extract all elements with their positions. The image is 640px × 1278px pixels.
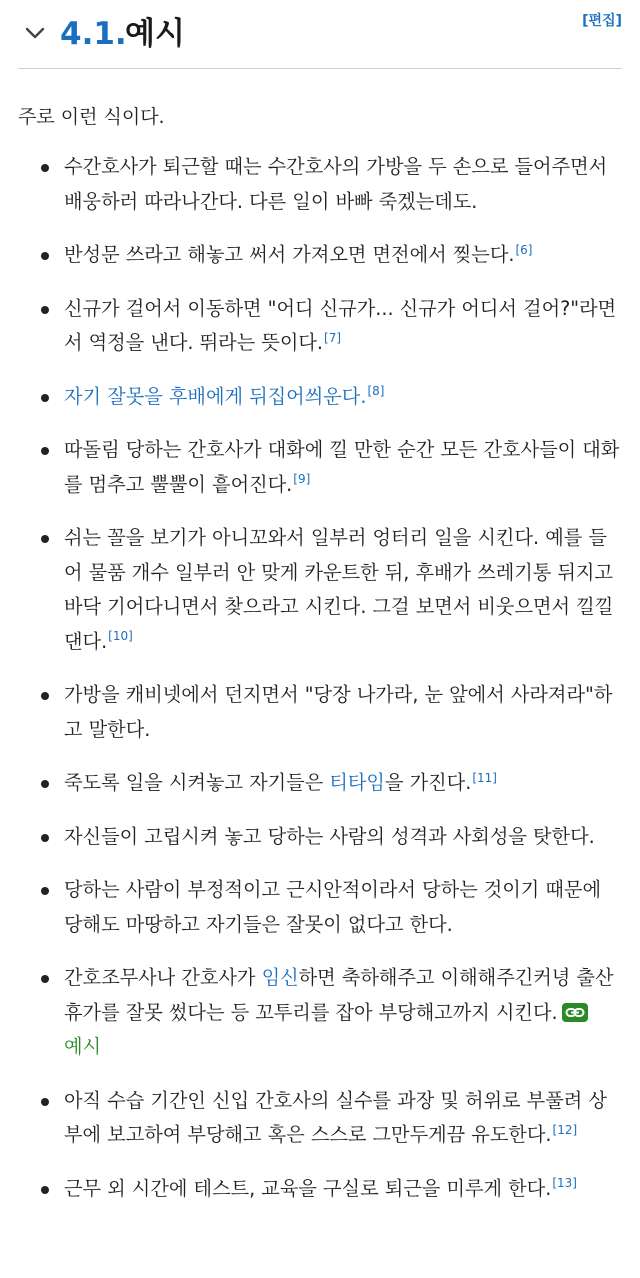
- item-link[interactable]: 자기 잘못을 후배에게 뒤집어씌운다.: [64, 384, 367, 408]
- item-link[interactable]: 임신: [261, 966, 299, 989]
- list-item: [0, 380, 640, 415]
- footnote-ref[interactable]: [13]: [552, 1176, 577, 1191]
- list-item: [0, 873, 640, 942]
- external-link-icon[interactable]: [562, 1003, 588, 1022]
- item-text: 아직 수습 기간인 신입 간호사의 실수를 과장 및 허위로 부풀려 상부에 보고하여 부당해고 혹은 스스로 그만두게끔 유도한다.: [64, 1088, 607, 1146]
- intro-text: 주로 이런 식이다.: [18, 106, 165, 128]
- footnote-ref[interactable]: [7]: [324, 330, 342, 345]
- item-text: 신규가 걸어서 이동하면 "어디 신규가... 신규가 어디서 걸어?"라면서 역정을 낸다. 뛰라는 뜻이다.: [64, 296, 617, 354]
- section-number[interactable]: 4.1.: [60, 16, 127, 52]
- footnote-ref[interactable]: [8]: [367, 384, 385, 399]
- divider: [18, 68, 622, 69]
- list-item: [0, 521, 640, 659]
- chevron-down-icon[interactable]: [24, 22, 46, 44]
- external-link-text[interactable]: 예시: [64, 1035, 102, 1058]
- item-text: 가방을 캐비넷에서 던지면서 "당장 나가라, 눈 앞에서 사라져라"하고 말한다.: [64, 683, 613, 741]
- edit-link[interactable]: [편집]: [582, 13, 622, 29]
- item-text: 쉬는 꼴을 보기가 아니꼬와서 일부러 엉터리 일을 시킨다. 예를 들어 물품 개수 일부러 안 맞게 카운트한 뒤, 후배가 쓰레기통 뒤지고 바닥 기어다니면서 찾으라고 시킨다. 그걸 보면서 비웃으면서 낄낄댄다.: [64, 526, 614, 653]
- list-item: [0, 678, 640, 747]
- list-item: [0, 961, 640, 1065]
- item-text-before: 죽도록 일을 시켜놓고 자기들은: [64, 771, 330, 794]
- list-item: [0, 238, 640, 273]
- footnote-ref[interactable]: [10]: [108, 629, 133, 644]
- item-text: 근무 외 시간에 테스트, 교육을 구실로 퇴근을 미루게 한다.: [64, 1176, 552, 1200]
- list-item: [0, 1084, 640, 1153]
- section-title: 예시: [125, 16, 185, 52]
- footnote-ref[interactable]: [11]: [472, 770, 497, 785]
- item-text: 수간호사가 퇴근할 때는 수간호사의 가방을 두 손으로 들어주면서 배웅하러 따라나간다. 다른 일이 바빠 죽겠는데도.: [64, 155, 608, 213]
- list-item: [0, 820, 640, 855]
- list-item: [0, 150, 640, 219]
- footnote-ref[interactable]: [12]: [552, 1122, 578, 1137]
- item-text-after: 하면 축하해주고 이해해주긴커녕 출산휴가를 잘못 썼다는 등 꼬투리를 잡아 부당해고까지 시킨다.: [64, 966, 614, 1024]
- list-item: [0, 292, 640, 361]
- list-item: [0, 766, 640, 801]
- footnote-ref[interactable]: [6]: [515, 242, 533, 257]
- item-text: 자신들이 고립시켜 놓고 당하는 사람의 성격과 사회성을 탓한다.: [64, 824, 595, 848]
- list-item: [0, 433, 640, 502]
- example-list: [0, 150, 640, 1225]
- item-text-after: 을 가진다.: [384, 771, 472, 794]
- item-text: 반성문 쓰라고 해놓고 써서 가져오면 면전에서 찢는다.: [64, 243, 515, 266]
- footnote-ref[interactable]: [9]: [293, 472, 311, 487]
- item-text-before: 간호조무사나 간호사가: [64, 966, 262, 989]
- item-link[interactable]: 티타임: [329, 771, 385, 794]
- item-text: 따돌림 당하는 간호사가 대화에 낄 만한 순간 모든 간호사들이 대화를 멈추고 뿔뿔이 흩어진다.: [64, 438, 620, 496]
- item-text: 당하는 사람이 부정적이고 근시안적이라서 당하는 것이기 때문에 당해도 마땅하고 자기들은 잘못이 없다고 한다.: [64, 878, 602, 936]
- section-header: [0, 0, 640, 70]
- list-item: [0, 1172, 640, 1207]
